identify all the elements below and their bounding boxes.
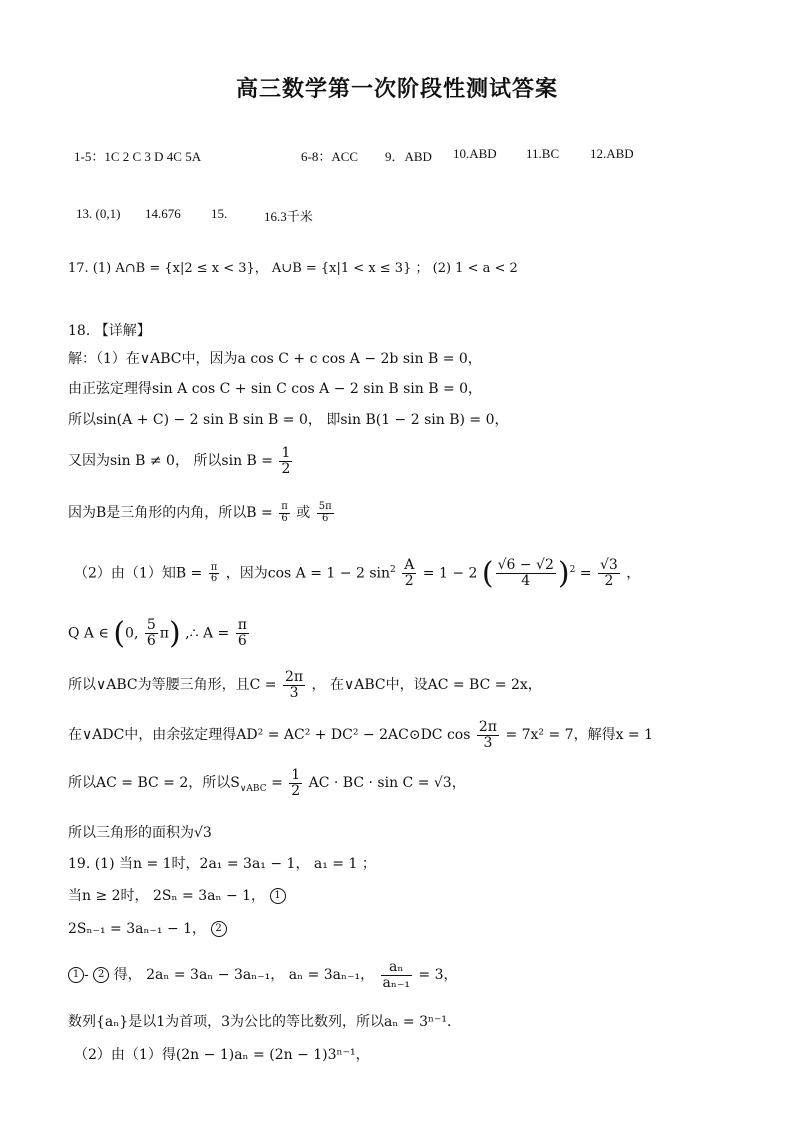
q18-line-5: [68, 502, 336, 524]
fraction-denominator: aₙ₋₁: [382, 974, 410, 991]
fraction-denominator: 2: [281, 460, 291, 477]
answer-15: 15.: [211, 206, 228, 221]
fraction-pi-over-6: [209, 563, 220, 585]
exponent: 2: [390, 564, 396, 575]
right-paren: ): [557, 556, 570, 591]
left-paren: (: [481, 556, 494, 591]
q19-line-4: [68, 960, 458, 990]
q18-line-7-pi: π: [159, 625, 169, 642]
circled-number-2: 2: [93, 967, 109, 983]
q18-line-6-text-a: （2）由（1）知B =: [74, 565, 203, 582]
q18-line-9: [68, 720, 653, 750]
fraction-denominator: 6: [237, 633, 247, 649]
fraction-denominator: 6: [146, 633, 156, 649]
q18-line-8-text-b: ， 在∨ABC中，设AC = BC = 2x，: [311, 677, 542, 694]
q18-line-8: [68, 670, 542, 700]
q18-line-4: [68, 446, 294, 476]
q18-line-11: 所以三角形的面积为√3: [68, 825, 212, 841]
fraction-denominator: 2: [604, 573, 614, 589]
answer-11: 11.BC: [526, 146, 560, 161]
q18-header: 18. 【详解】: [68, 323, 151, 339]
q18-line-6-equals: =: [579, 565, 592, 582]
answer-10: 10.ABD: [453, 146, 497, 161]
subscript: ∨ABC: [239, 783, 267, 794]
q18-line-7-text-a: Q A ∈: [68, 625, 109, 642]
q19-line-6: （2）由（1）得(2n − 1)aₙ = (2n − 1)3ⁿ⁻¹，: [74, 1047, 370, 1063]
answer-9: 9．ABD: [385, 149, 432, 164]
fraction-pi-over-6: [236, 618, 249, 648]
answer-12: 12.ABD: [590, 146, 634, 161]
fraction-denominator: 3: [483, 734, 493, 751]
q18-line-6: [74, 556, 640, 591]
fraction-numerator: A: [404, 557, 415, 574]
q19-line-3-text: 2Sₙ₋₁ = 3aₙ₋₁ − 1，: [68, 921, 207, 937]
fraction-numerator: π: [237, 617, 247, 634]
q17-answer: 17. (1) A∩B = {x|2 ≤ x < 3}， A∪B = {x|1 < x ≤ 3} ； (2) 1 < a < 2: [68, 261, 518, 276]
fraction-numerator: π: [281, 501, 288, 512]
fraction-one-half: [289, 768, 302, 798]
page-title: 高三数学第一次阶段性测试答案: [235, 76, 558, 102]
fraction-denominator: 6: [210, 573, 218, 584]
q18-line-7-text-e: ,∴ A =: [185, 625, 230, 642]
fraction-an-over-an-1: [381, 960, 412, 990]
circled-number-2: 2: [211, 921, 227, 937]
q19-line-4-text: 得， 2aₙ = 3aₙ − 3aₙ₋₁， aₙ = 3aₙ₋₁，: [113, 967, 375, 984]
q18-line-7: [68, 616, 251, 651]
q19-line-4-minus: -: [84, 967, 94, 984]
fraction-denominator: 2: [291, 782, 301, 799]
fraction-numerator: 5: [146, 617, 156, 634]
q18-line-6-comma: ，: [626, 565, 641, 582]
q18-line-10: [68, 768, 466, 798]
fraction-numerator: 2π: [284, 669, 304, 685]
fraction-2pi-over-3: [283, 670, 305, 700]
left-paren: (: [113, 616, 126, 651]
q18-line-7-text-b: 0,: [125, 625, 139, 642]
answers-1-5: 1-5：1C 2 C 3 D 4C 5A: [74, 149, 202, 164]
q18-line-5-text: 因为B是三角形的内角，所以B =: [68, 505, 273, 521]
fraction-denominator: 2: [404, 573, 414, 589]
q19-line-2-text: 当n ≥ 2时， 2Sₙ = 3aₙ − 1，: [68, 888, 266, 904]
q19-line-2: [68, 885, 286, 905]
fraction-one-half: [279, 446, 292, 476]
circled-number-1: 1: [68, 967, 84, 983]
fraction-denominator: 3: [289, 684, 299, 701]
fraction-5-over-6: [145, 618, 158, 648]
q18-line-8-text-a: 所以∨ABC为等腰三角形，且C =: [68, 677, 277, 694]
exponent: 2: [569, 564, 576, 575]
fraction-denominator: 6: [321, 512, 329, 524]
q18-line-6-text-b: ，因为cos A = 1 − 2 sin: [225, 565, 391, 582]
fraction-denominator: 6: [281, 512, 288, 524]
q18-line-10-text-a: 所以AC = BC = 2，所以S: [68, 775, 240, 792]
answers-6-8: 6-8：ACC: [301, 149, 359, 164]
circled-number-1: 1: [270, 888, 286, 904]
q18-line-1: 解：（1）在∨ABC中，因为a cos C + c cos A − 2b sin B = 0，: [68, 351, 482, 367]
fraction-numerator: 1: [291, 767, 301, 783]
q18-line-10-text-c: AC · BC · sin C = √3，: [308, 775, 466, 792]
q18-line-2: 由正弦定理得sin A cos C + sin C cos A − 2 sin B sin B = 0，: [68, 381, 483, 397]
answer-16: 16.3千米: [264, 209, 313, 224]
fraction-numerator: 5π: [318, 501, 332, 512]
q18-line-3: 所以sin(A + C) − 2 sin B sin B = 0， 即sin B(1 − 2 sin B) = 0，: [68, 412, 509, 428]
q18-line-4-text: 又因为sin B ≠ 0， 所以sin B =: [68, 453, 274, 470]
q19-line-5: 数列{aₙ}是以1为首项，3为公比的等比数列，所以aₙ = 3ⁿ⁻¹．: [68, 1014, 462, 1030]
q19-line-1: 19. (1) 当n = 1时，2a₁ = 3a₁ − 1， a₁ = 1 ；: [68, 856, 376, 872]
fraction-numerator: √6 − √2: [497, 557, 554, 574]
q19-line-4-end: = 3，: [418, 967, 458, 984]
fraction-sqrt6-minus-sqrt2-over-4: [496, 558, 556, 588]
q18-line-10-equals: =: [271, 775, 283, 792]
fraction-pi-over-6: [279, 502, 290, 524]
q18-line-9-text-b: = 7x² = 7，解得x = 1: [505, 727, 654, 744]
fraction-2pi-over-3: [477, 720, 499, 750]
q19-line-3: [68, 918, 227, 938]
fraction-5pi-over-6: [317, 502, 334, 524]
answer-13: 13. (0,1): [76, 206, 121, 221]
fraction-numerator: 2π: [478, 719, 497, 735]
fraction-a-over-2: [402, 558, 416, 588]
fraction-sqrt3-over-2: [598, 558, 620, 588]
q18-line-9-text-a: 在∨ADC中，由余弦定理得AD² = AC² + DC² − 2AC⊙DC cos: [68, 727, 471, 744]
fraction-numerator: √3: [599, 557, 618, 574]
right-paren: ): [168, 616, 181, 651]
q18-line-5-or: 或: [296, 505, 311, 521]
fraction-numerator: aₙ: [381, 960, 412, 976]
answer-14: 14.676: [145, 206, 181, 221]
fraction-denominator: 4: [521, 573, 531, 589]
fraction-numerator: 1: [281, 445, 291, 461]
fraction-numerator: π: [210, 561, 218, 573]
q18-line-6-text-e: = 1 − 2: [422, 565, 478, 582]
